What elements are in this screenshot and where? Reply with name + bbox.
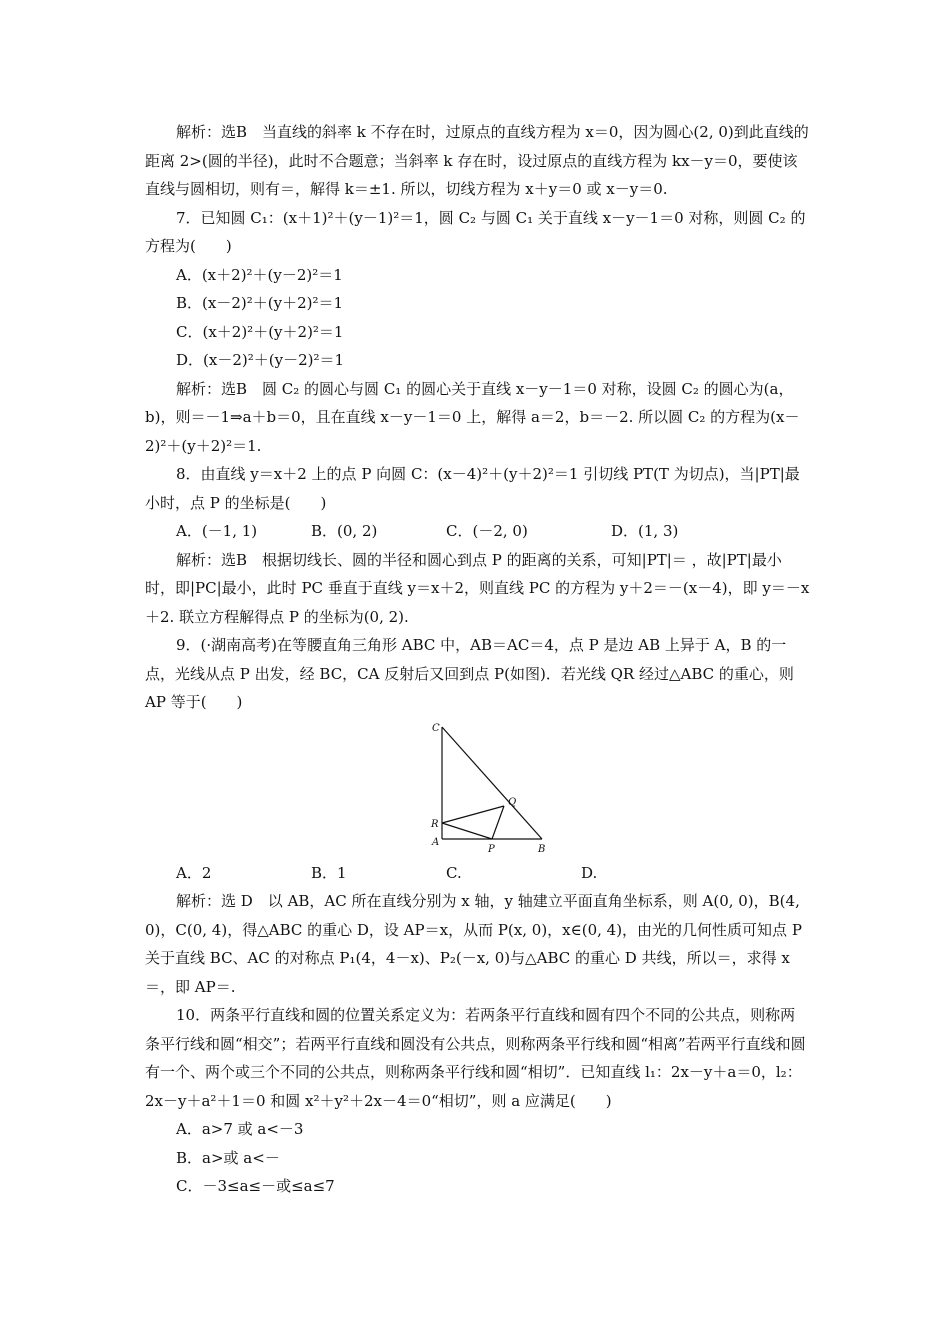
q8-option-c: C．(－2, 0) bbox=[446, 522, 528, 540]
label-c: C bbox=[432, 722, 440, 734]
label-a: A bbox=[432, 836, 440, 848]
label-p: P bbox=[488, 843, 495, 855]
q8-option-d: D．(1, 3) bbox=[611, 522, 679, 540]
q8-options bbox=[145, 517, 810, 546]
q7-option-d: D．(x－2)²＋(y－2)²＝1 bbox=[176, 351, 345, 369]
q7-option-b: B．(x－2)²＋(y＋2)²＝1 bbox=[176, 294, 344, 312]
document-page bbox=[145, 118, 810, 1201]
answer-6: 解析：选B 当直线的斜率 k 不存在时，过原点的直线方程为 x＝0，因为圆心(2, 0)到此直线的距离 2>(圆的半径)，此时不合题意；当斜率 k 存在时，设过原点的直线方程为 kx－y＝0，要使该直线与圆相切，则有＝，解得 k＝±1. 所以，切线方程为 x＋y＝0 或 x－y＝0. bbox=[145, 123, 809, 198]
question-7: 7．已知圆 C₁：(x＋1)²＋(y－1)²＝1，圆 C₂ 与圆 C₁ 关于直线 x－y－1＝0 对称，则圆 C₂ 的方程为( ) bbox=[145, 208, 806, 255]
label-b: B bbox=[538, 843, 546, 855]
answer-8: 解析：选B 根据切线长、圆的半径和圆心到点 P 的距离的关系，可知|PT|＝ ，故|PT|最小时，即|PC|最小，此时 PC 垂直于直线 y＝x＋2，则直线 PC 的方程为 y＋2＝－(x－4)，即 y＝－x＋2. 联立方程解得点 P 的坐标为(0, 2). bbox=[145, 550, 810, 626]
question-10: 10．两条平行直线和圆的位置关系定义为：若两条平行直线和圆有四个不同的公共点，则称两条平行线和圆“相交”；若两平行直线和圆没有公共点，则称两条平行线和圆“相离”若两平行直线和圆有一个、两个或三个不同的公共点，则称两条平行线和圆“相切”．已知直线 l₁：2x－y＋a＝0，l₂：2x－y＋a²＋1＝0 和圆 x²＋y²＋2x－4＝0“相切”，则 a 应满足( ) bbox=[145, 1006, 806, 1110]
triangle-diagram bbox=[432, 719, 562, 857]
question-9: 9．(·湖南高考)在等腰直角三角形 ABC 中，AB＝AC＝4，点 P 是边 AB 上异于 A，B 的一点，光线从点 P 出发，经 BC，CA 反射后又回到点 P(如图)．若光线 QR 经过△ABC 的重心，则 AP 等于( ) bbox=[145, 636, 794, 711]
answer-7: 解析：选B 圆 C₂ 的圆心与圆 C₁ 的圆心关于直线 x－y－1＝0 对称，设圆 C₂ 的圆心为(a，b)，则＝－1⇒a＋b＝0，且在直线 x－y－1＝0 上，解得 a＝2，b＝－2. 所以圆 C₂ 的方程为(x－2)²＋(y＋2)²＝1. bbox=[145, 379, 800, 455]
q10-option-a: A．a>7 或 a<－3 bbox=[176, 1120, 304, 1138]
q8-option-b: B．(0, 2) bbox=[311, 522, 378, 540]
q9-option-c: C. bbox=[446, 863, 462, 882]
q8-option-a: A．(－1, 1) bbox=[176, 522, 258, 540]
q7-option-c: C．(x＋2)²＋(y＋2)²＝1 bbox=[176, 322, 344, 341]
triangle-figure bbox=[145, 719, 810, 859]
q9-options bbox=[145, 859, 810, 888]
label-r: R bbox=[431, 818, 439, 830]
question-8: 8．由直线 y＝x＋2 上的点 P 向圆 C：(x－4)²＋(y＋2)²＝1 引切线 PT(T 为切点)，当|PT|最小时，点 P 的坐标是( ) bbox=[145, 465, 800, 512]
q9-option-a: A．2 bbox=[176, 863, 212, 882]
q9-option-d: D. bbox=[581, 863, 598, 882]
q7-option-a: A．(x＋2)²＋(y－2)²＝1 bbox=[176, 265, 343, 284]
q10-option-b: B．a>或 a<－ bbox=[176, 1148, 280, 1167]
q10-option-c: C．－3≤a≤－或≤a≤7 bbox=[176, 1177, 335, 1195]
label-q: Q bbox=[508, 796, 517, 808]
q9-option-b: B．1 bbox=[311, 863, 347, 882]
answer-9: 解析：选 D 以 AB，AC 所在直线分别为 x 轴，y 轴建立平面直角坐标系，则 A(0, 0)，B(4, 0)，C(0, 4)，得△ABC 的重心 D，设 AP＝x，从而 P(x, 0)，x∈(0, 4)，由光的几何性质可知点 P 关于直线 BC、AC 的对称点 P₁(4，4－x)、P₂(－x, 0)与△ABC 的重心 D 共线，所以＝，求得 x＝，即 AP＝. bbox=[145, 892, 802, 996]
